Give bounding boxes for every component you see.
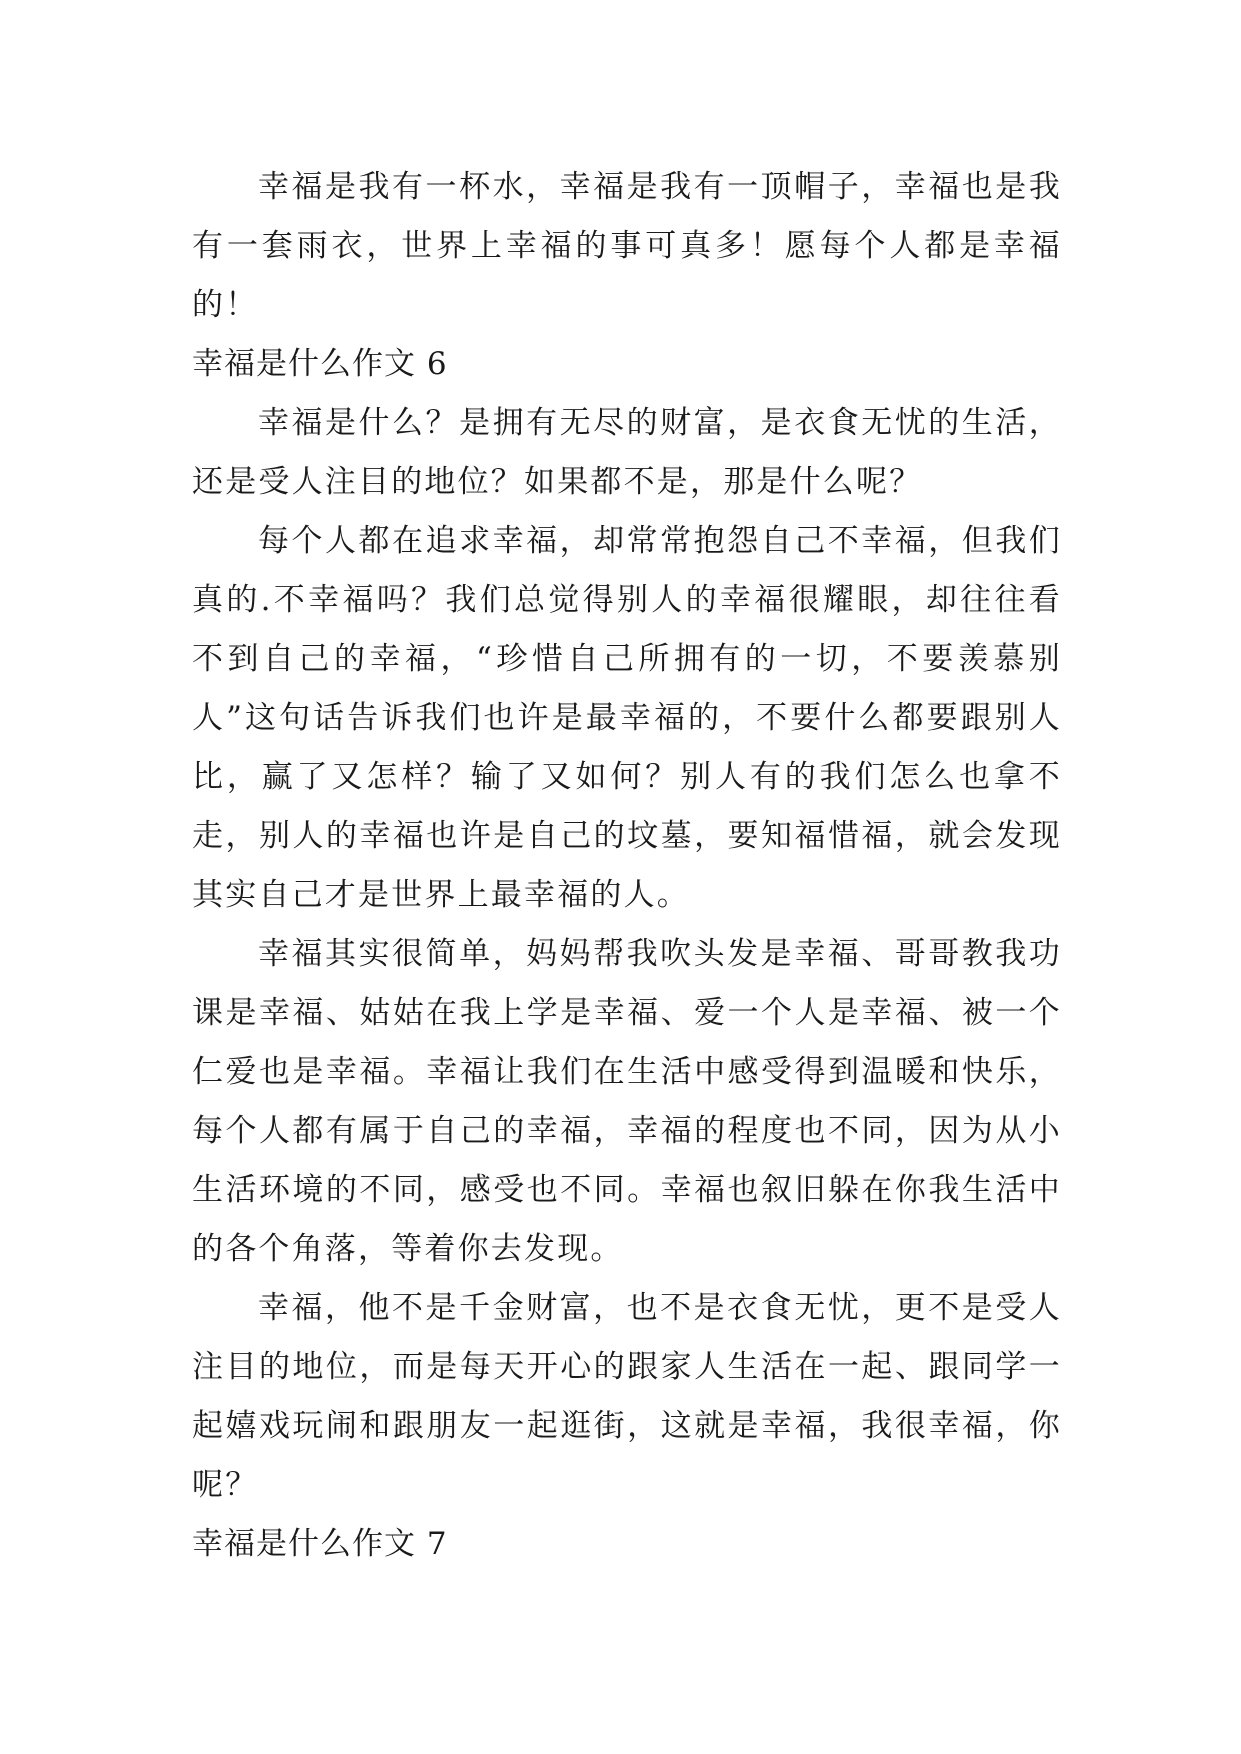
paragraph-4: 幸福其实很简单，妈妈帮我吹头发是幸福、哥哥教我功课是幸福、姑姑在我上学是幸福、爱一个人是幸福、被一个仁爱也是幸福。幸福让我们在生活中感受得到温暖和快乐，每个人都有属于自己的幸福，幸福的程度也不同，因为从小生活环境的不同，感受也不同。幸福也叙旧躲在你我生活中的各个角落，等着你去发现。	[192, 936, 1062, 1267]
paragraph-1: 幸福是我有一杯水，幸福是我有一顶帽子，幸福也是我有一套雨衣，世界上幸福的事可真多！愿每个人都是幸福的！	[192, 169, 1062, 323]
document-body	[192, 158, 1062, 1574]
paragraph-3: 每个人都在追求幸福，却常常抱怨自己不幸福，但我们真的.不幸福吗？我们总觉得别人的幸福很耀眼，却往往看不到自己的幸福，“珍惜自己所拥有的一切，不要羡慕别人”这句话告诉我们也许是最幸福的，不要什么都要跟别人比，赢了又怎样？输了又如何？别人有的我们怎么也拿不走，别人的幸福也许是自己的坟墓，要知福惜福，就会发现其实自己才是世界上最幸福的人。	[192, 523, 1062, 913]
essay-heading-6: 幸福是什么作文 6	[192, 346, 448, 382]
essay-heading-7: 幸福是什么作文 7	[192, 1526, 448, 1562]
paragraph-5: 幸福，他不是千金财富，也不是衣食无忧，更不是受人注目的地位，而是每天开心的跟家人生活在一起、跟同学一起嬉戏玩闹和跟朋友一起逛街，这就是幸福，我很幸福，你呢？	[192, 1290, 1062, 1503]
paragraph-2: 幸福是什么？是拥有无尽的财富，是衣食无忧的生活，还是受人注目的地位？如果都不是，那是什么呢？	[192, 405, 1062, 500]
